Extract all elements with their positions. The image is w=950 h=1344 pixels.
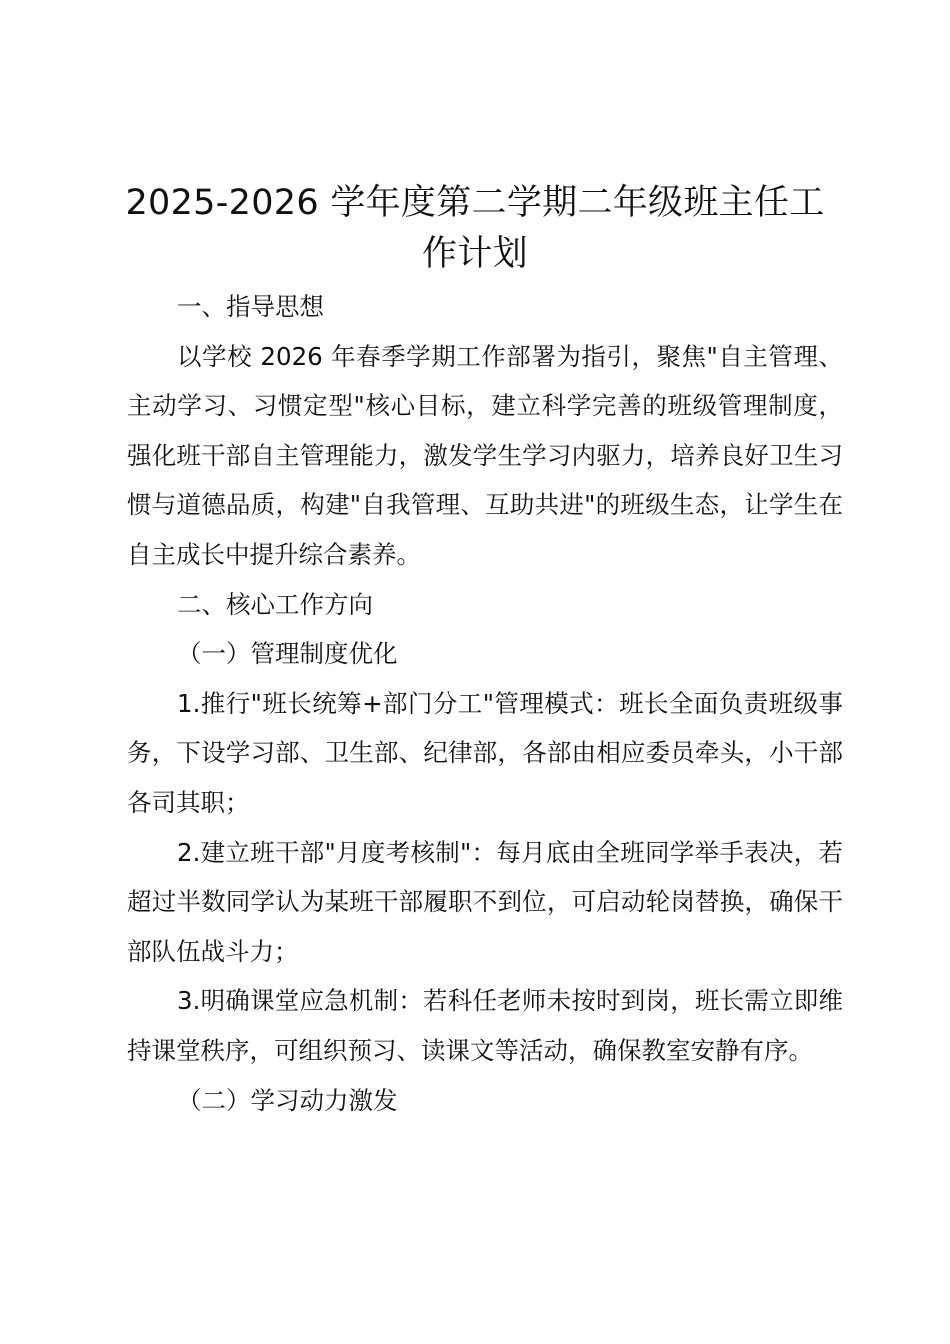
subheading-learning-motivation: （二）学习动力激发: [177, 1085, 398, 1115]
document-body: [127, 282, 843, 1125]
list-item-monthly-assessment: 2.建立班干部"月度考核制"：每月底由全班同学举手表决，若超过半数同学认为某班干部履职不到位，可启动轮岗替换，确保干部队伍战斗力；: [127, 837, 843, 966]
subheading-management-system: （一）管理制度优化: [177, 639, 398, 669]
document-title: [118, 178, 832, 280]
title-line-2: 作计划: [422, 234, 528, 274]
title-line-1: 2025-2026 学年度第二学期二年级班主任工: [125, 183, 825, 223]
section-heading-guiding-ideology: 一、指导思想: [177, 292, 324, 321]
list-item-emergency-mechanism: 3.明确课堂应急机制：若科任老师未按时到岗，班长需立即维持课堂秩序，可组织预习、读课文等活动，确保教室安静有序。: [127, 986, 843, 1065]
paragraph-guiding-ideology: 以学校 2026 年春季学期工作部署为指引，聚焦"自主管理、主动学习、习惯定型"核心目标，建立科学完善的班级管理制度，强化班干部自主管理能力，激发学生学习内驱力，培养良好卫生习惯与道德品质，构建"自我管理、互助共进"的班级生态，让学生在自主成长中提升综合素养。: [127, 341, 843, 569]
section-heading-core-directions: 二、核心工作方向: [177, 589, 373, 619]
list-item-management-mode: 1.推行"班长统筹+部门分工"管理模式：班长全面负责班级事务，下设学习部、卫生部、纪律部，各部由相应委员牵头，小干部各司其职；: [127, 688, 843, 817]
